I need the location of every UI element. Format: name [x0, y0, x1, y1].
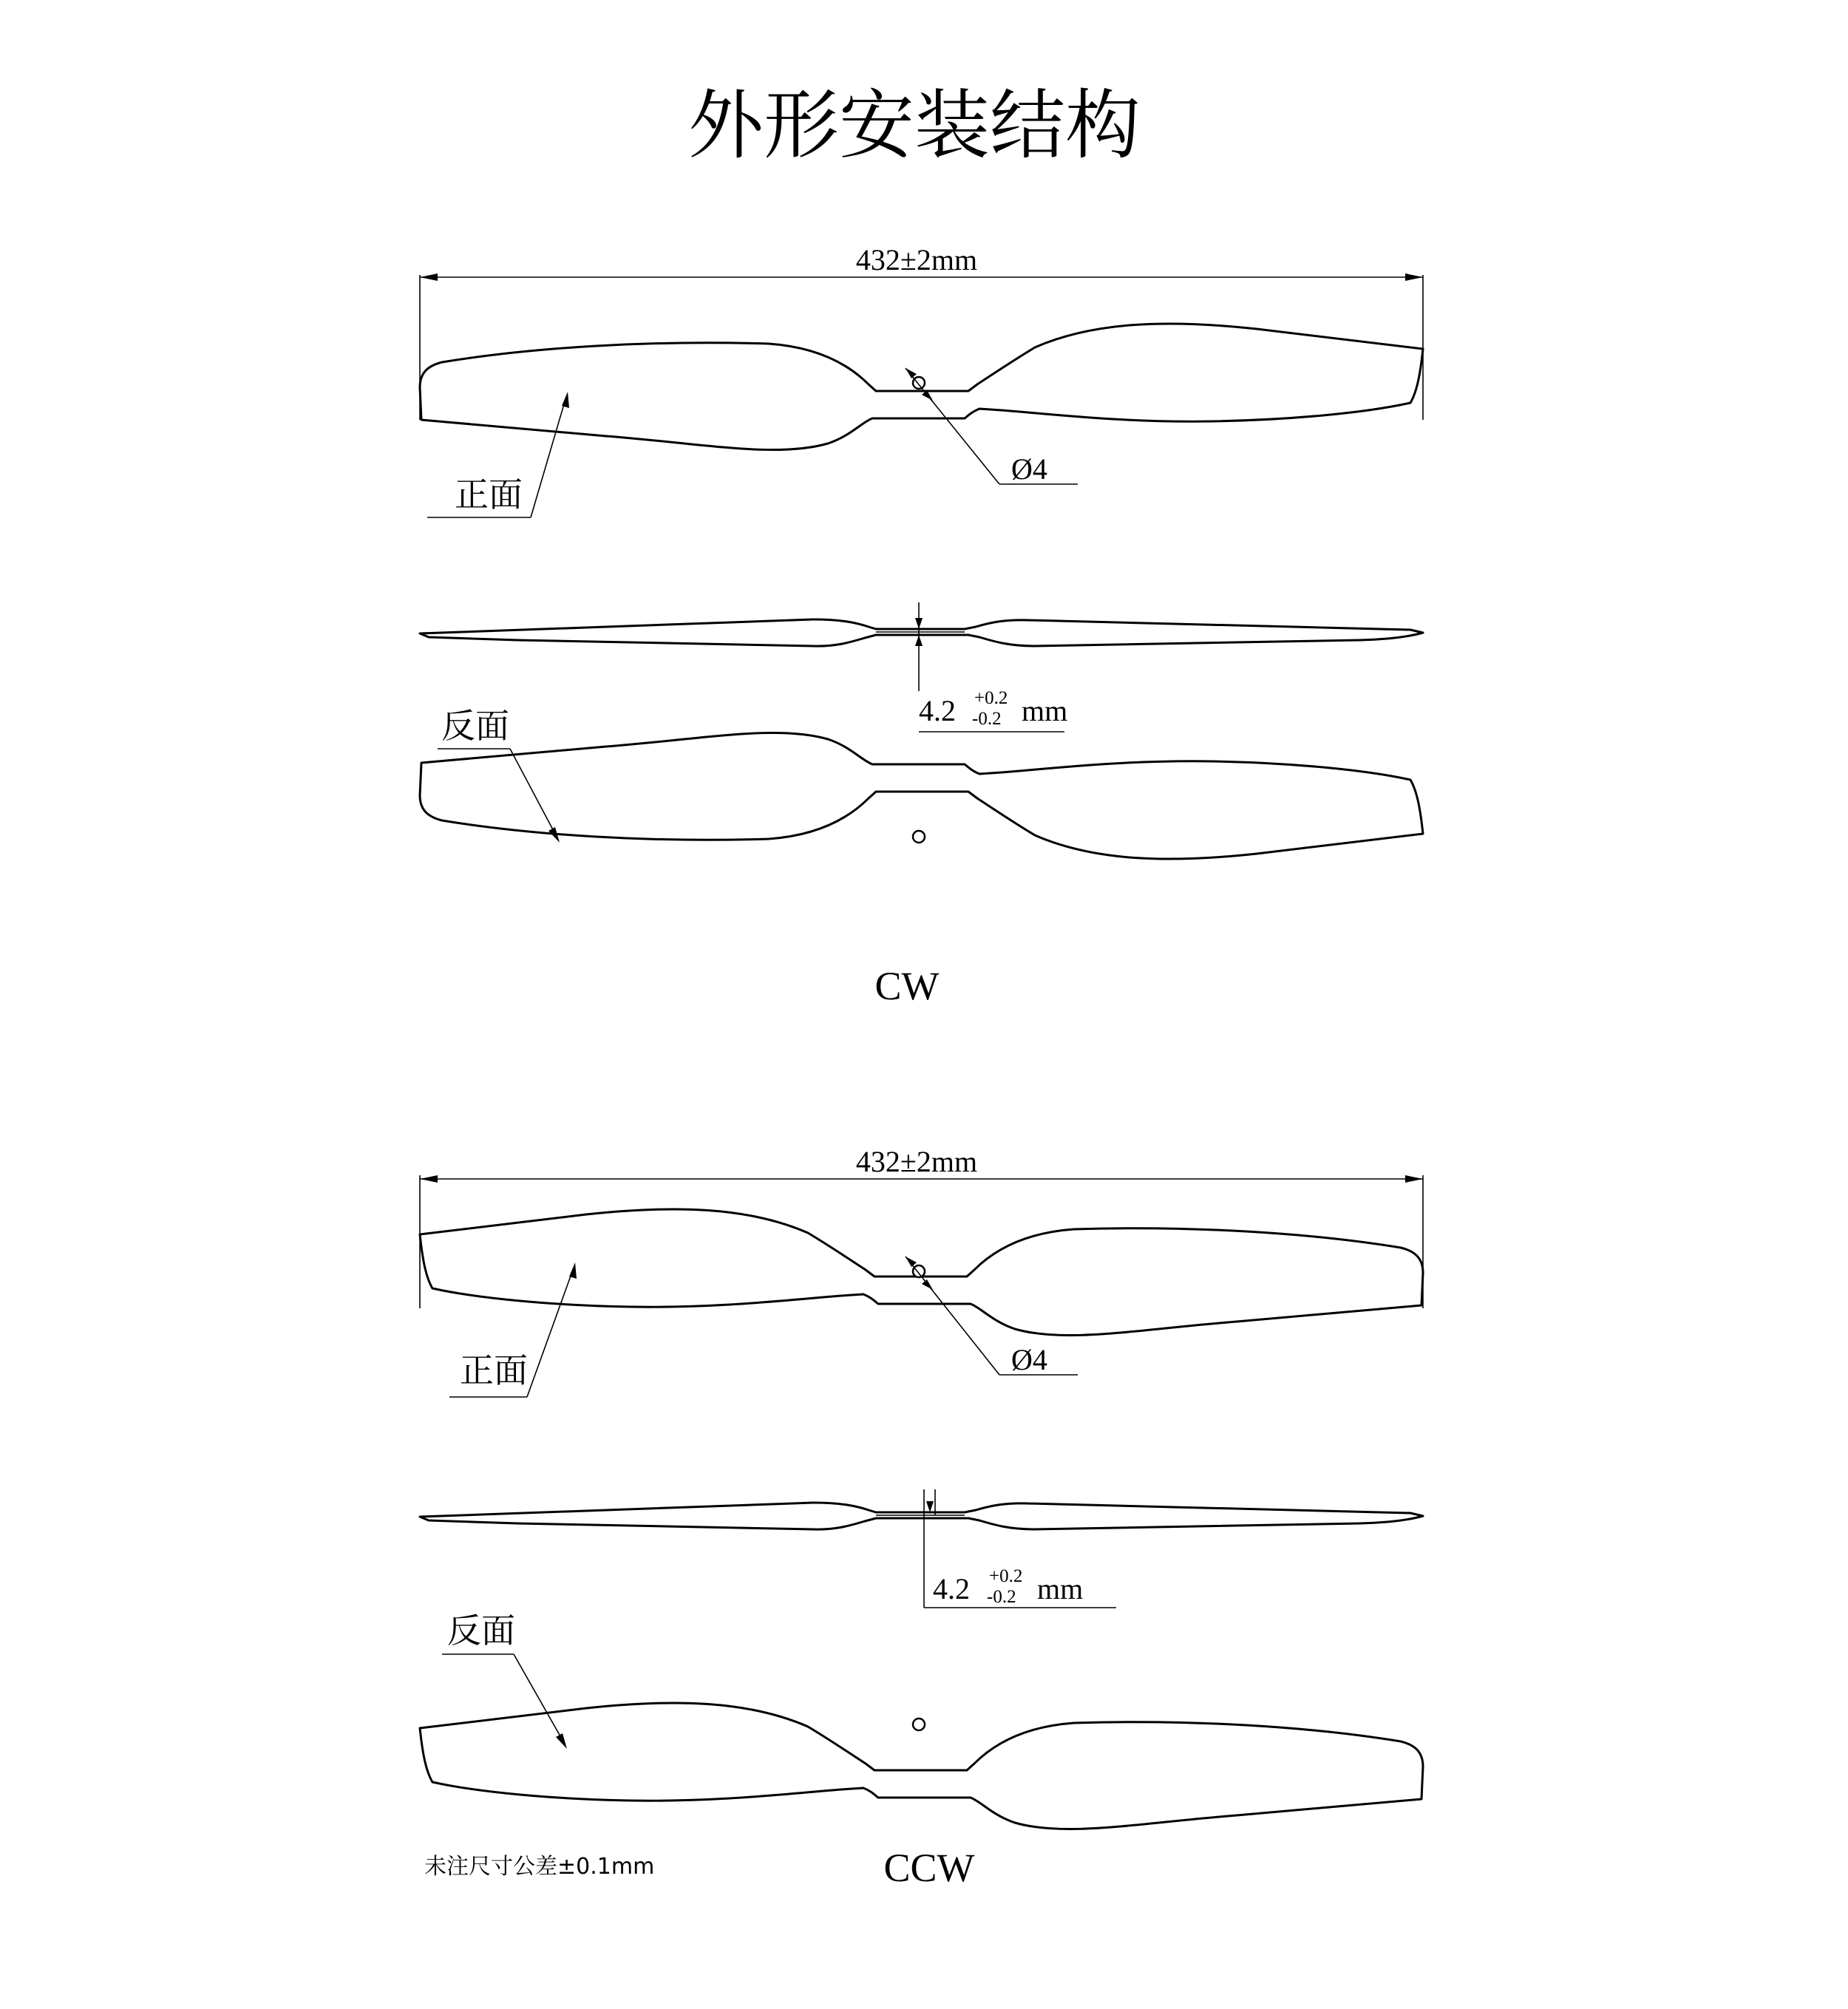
ccw-back-face-label: 反面 — [447, 1611, 515, 1651]
page-title: 外形安装结构 — [688, 82, 1141, 170]
cw-hole-label: Ø4 — [1011, 452, 1047, 486]
ccw-tolerance-plus: +0.2 — [989, 1566, 1023, 1586]
cw-length-label: 432±2mm — [855, 243, 978, 276]
ccw-thickness-value: 4.2 — [933, 1572, 970, 1605]
cw-front-face-label: 正面 — [455, 475, 523, 514]
ccw-thickness-unit: mm — [1037, 1572, 1084, 1605]
ccw-hole-label: Ø4 — [1011, 1343, 1047, 1376]
ccw-tolerance-minus: -0.2 — [987, 1587, 1016, 1607]
ccw-assembly — [420, 1145, 1423, 1890]
cw-side-blade-outline — [420, 619, 1423, 646]
ccw-length-label: 432±2mm — [855, 1145, 978, 1178]
cw-back-hub-hole — [913, 831, 925, 843]
cw-assembly — [420, 243, 1423, 1008]
cw-rotation-label: CW — [874, 964, 940, 1008]
tolerance-note: 未注尺寸公差±0.1mm — [424, 1854, 655, 1880]
cw-tolerance-plus: +0.2 — [974, 688, 1008, 708]
cw-back-face-label: 反面 — [441, 706, 509, 746]
cw-thickness-value: 4.2 — [919, 694, 956, 727]
ccw-side-blade-outline — [420, 1503, 1423, 1529]
cw-tolerance-minus: -0.2 — [972, 709, 1002, 729]
ccw-back-hub-hole — [913, 1719, 925, 1730]
ccw-front-face-label: 正面 — [460, 1350, 528, 1390]
cw-thickness-unit: mm — [1022, 694, 1068, 727]
ccw-rotation-label: CCW — [883, 1846, 975, 1890]
